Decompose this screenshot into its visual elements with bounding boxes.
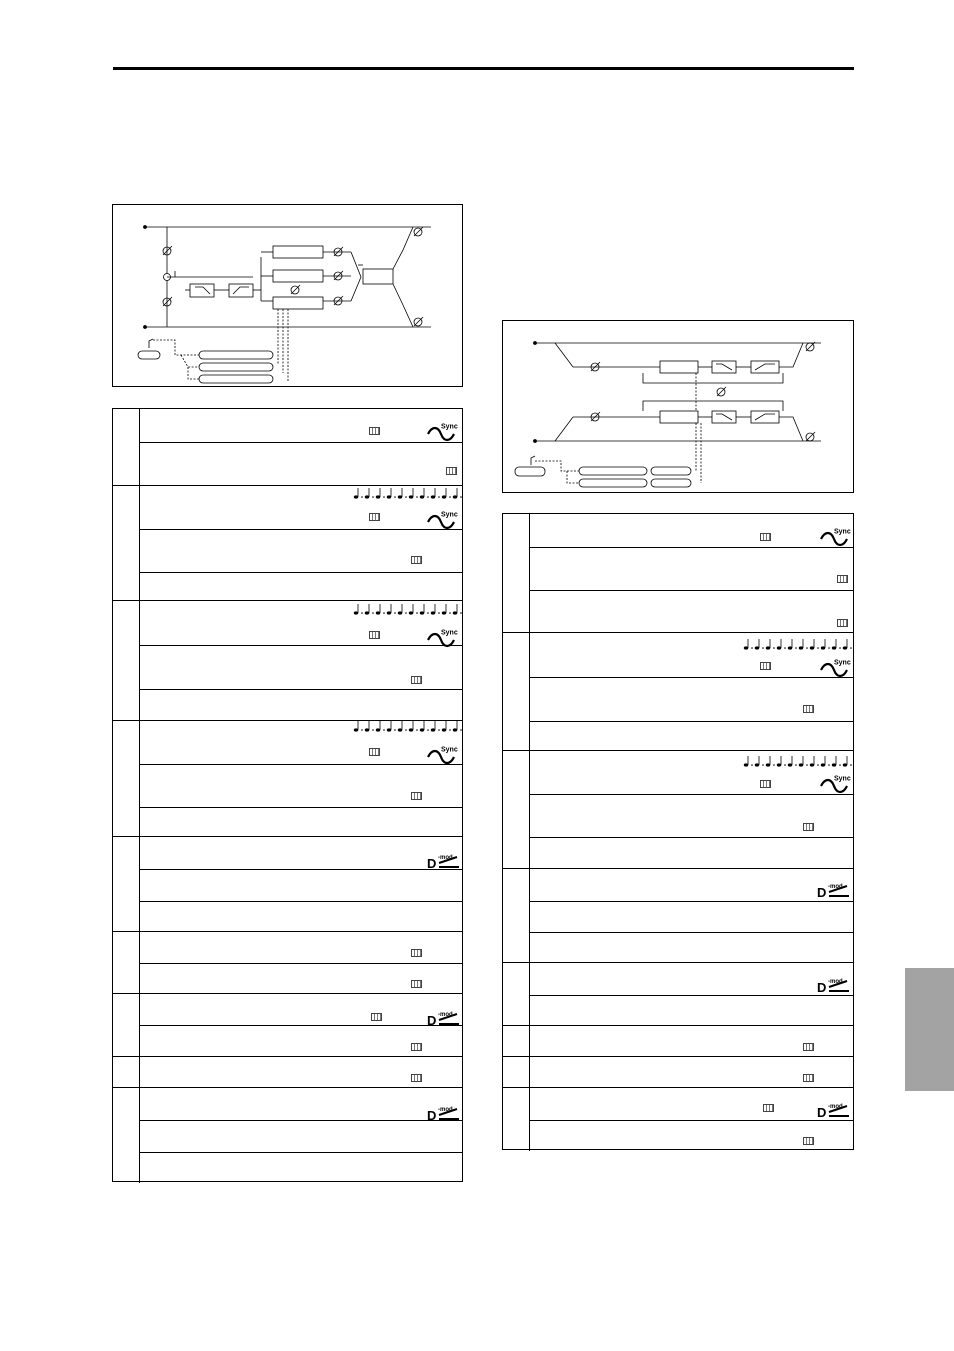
sync-icon [426, 745, 456, 765]
sync-icon [426, 628, 456, 648]
sync-label: Sync [441, 423, 458, 431]
param-row [530, 1088, 853, 1120]
param-row [140, 529, 462, 573]
param-group [113, 836, 462, 932]
param-row [140, 442, 462, 485]
svg-text:-mod: -mod [438, 1012, 453, 1018]
param-row [140, 994, 462, 1025]
param-row [140, 572, 462, 602]
param-group [503, 1025, 853, 1057]
reference-page-icon [411, 792, 422, 800]
sync-icon [819, 658, 849, 678]
param-group [503, 1087, 853, 1151]
param-group [113, 931, 462, 994]
reference-page-icon [446, 467, 457, 475]
svg-text:-mod: -mod [438, 1107, 453, 1113]
group-label-cell [113, 721, 140, 837]
chapter-tab [905, 968, 954, 1091]
param-row [140, 1088, 462, 1120]
group-label-cell [503, 1088, 530, 1151]
param-row [530, 901, 853, 933]
group-label-cell [503, 869, 530, 963]
sync-icon [819, 774, 849, 794]
dmod-icon [817, 1102, 851, 1118]
sync-icon [426, 422, 456, 442]
svg-text:-mod: -mod [828, 979, 843, 985]
param-row [530, 547, 853, 591]
reference-page-icon [760, 662, 771, 670]
param-group [113, 409, 462, 485]
param-group [113, 993, 462, 1057]
header-rule [113, 67, 854, 70]
reference-page-icon [803, 1137, 814, 1145]
param-row [140, 689, 462, 721]
group-label-cell [503, 1026, 530, 1057]
sync-label: Sync [441, 511, 458, 519]
svg-text:D: D [427, 1108, 437, 1123]
reference-page-icon [411, 1074, 422, 1082]
reference-page-icon [411, 676, 422, 684]
note-values-icon [352, 486, 462, 500]
reference-page-icon [803, 1074, 814, 1082]
param-row [140, 1120, 462, 1153]
param-row [530, 837, 853, 869]
sync-label: Sync [441, 629, 458, 637]
reference-page-icon [369, 748, 380, 756]
dmod-icon [817, 977, 851, 993]
reference-page-icon [411, 556, 422, 564]
reference-page-icon [837, 575, 848, 583]
reference-page-icon [837, 619, 848, 627]
param-row [140, 932, 462, 963]
reference-page-icon [760, 533, 771, 541]
param-row [140, 1025, 462, 1057]
reference-page-icon [411, 949, 422, 957]
svg-text:D: D [817, 885, 827, 900]
param-row [140, 869, 462, 902]
group-label-cell [113, 601, 140, 721]
note-values-icon [352, 602, 462, 616]
sync-label: Sync [834, 659, 851, 667]
param-row [530, 514, 853, 547]
signal-flow-diagram-left [112, 204, 463, 387]
param-row [530, 1057, 853, 1088]
sync-icon [426, 510, 456, 530]
dmod-icon [817, 882, 851, 898]
group-label-cell [503, 1057, 530, 1088]
reference-page-icon [369, 631, 380, 639]
group-label-cell [503, 751, 530, 869]
param-group [503, 1056, 853, 1088]
group-label-cell [503, 963, 530, 1026]
param-group [503, 868, 853, 963]
svg-text:D: D [427, 1013, 437, 1028]
param-row [530, 869, 853, 901]
reference-page-icon [369, 513, 380, 521]
param-row [140, 764, 462, 808]
reference-page-icon [371, 1013, 382, 1021]
param-row [140, 1057, 462, 1088]
reference-page-icon [760, 780, 771, 788]
svg-text:-mod: -mod [828, 1104, 843, 1110]
diagram-left-svg [113, 205, 464, 388]
param-group [113, 1087, 462, 1183]
param-row [530, 963, 853, 995]
param-group [113, 720, 462, 837]
reference-page-icon [411, 1043, 422, 1051]
param-group [113, 600, 462, 721]
reference-page-icon [369, 427, 380, 435]
signal-flow-diagram-right [502, 320, 854, 493]
parameter-table-right [502, 513, 854, 1150]
param-row [530, 590, 853, 633]
diagram-right-svg [503, 321, 855, 494]
param-row [530, 1026, 853, 1057]
param-row [140, 963, 462, 994]
param-row [140, 901, 462, 932]
param-row [530, 794, 853, 838]
group-label-cell [113, 1057, 140, 1088]
reference-page-icon [411, 980, 422, 988]
param-row [140, 837, 462, 869]
param-group [113, 485, 462, 601]
sync-icon [819, 527, 849, 547]
svg-text:-mod: -mod [438, 855, 453, 861]
param-row [530, 721, 853, 752]
param-row [530, 995, 853, 1026]
param-group [503, 514, 853, 632]
svg-text:-mod: -mod [828, 884, 843, 890]
param-row [530, 1120, 853, 1151]
group-label-cell [113, 409, 140, 485]
svg-text:D: D [427, 856, 437, 871]
sync-label: Sync [441, 746, 458, 754]
note-values-icon [742, 637, 852, 651]
param-row [140, 1152, 462, 1183]
group-label-cell [113, 486, 140, 601]
reference-page-icon [803, 705, 814, 713]
group-label-cell [113, 994, 140, 1057]
svg-text:D: D [817, 1105, 827, 1120]
svg-text:D: D [817, 980, 827, 995]
param-row [140, 807, 462, 837]
note-values-icon [352, 719, 462, 733]
param-group [113, 1056, 462, 1088]
group-label-cell [503, 514, 530, 632]
group-label-cell [113, 1088, 140, 1183]
reference-page-icon [803, 823, 814, 831]
reference-page-icon [763, 1104, 774, 1112]
dmod-icon [427, 1010, 461, 1026]
param-row [530, 932, 853, 963]
group-label-cell [113, 932, 140, 994]
reference-page-icon [803, 1043, 814, 1051]
sync-label: Sync [834, 775, 851, 783]
group-label-cell [503, 633, 530, 751]
param-row [140, 409, 462, 442]
param-row [530, 677, 853, 722]
param-group [503, 962, 853, 1026]
group-label-cell [113, 837, 140, 932]
dmod-icon [427, 1105, 461, 1121]
note-values-icon [742, 754, 852, 768]
sync-label: Sync [834, 528, 851, 536]
dmod-icon [427, 853, 461, 869]
